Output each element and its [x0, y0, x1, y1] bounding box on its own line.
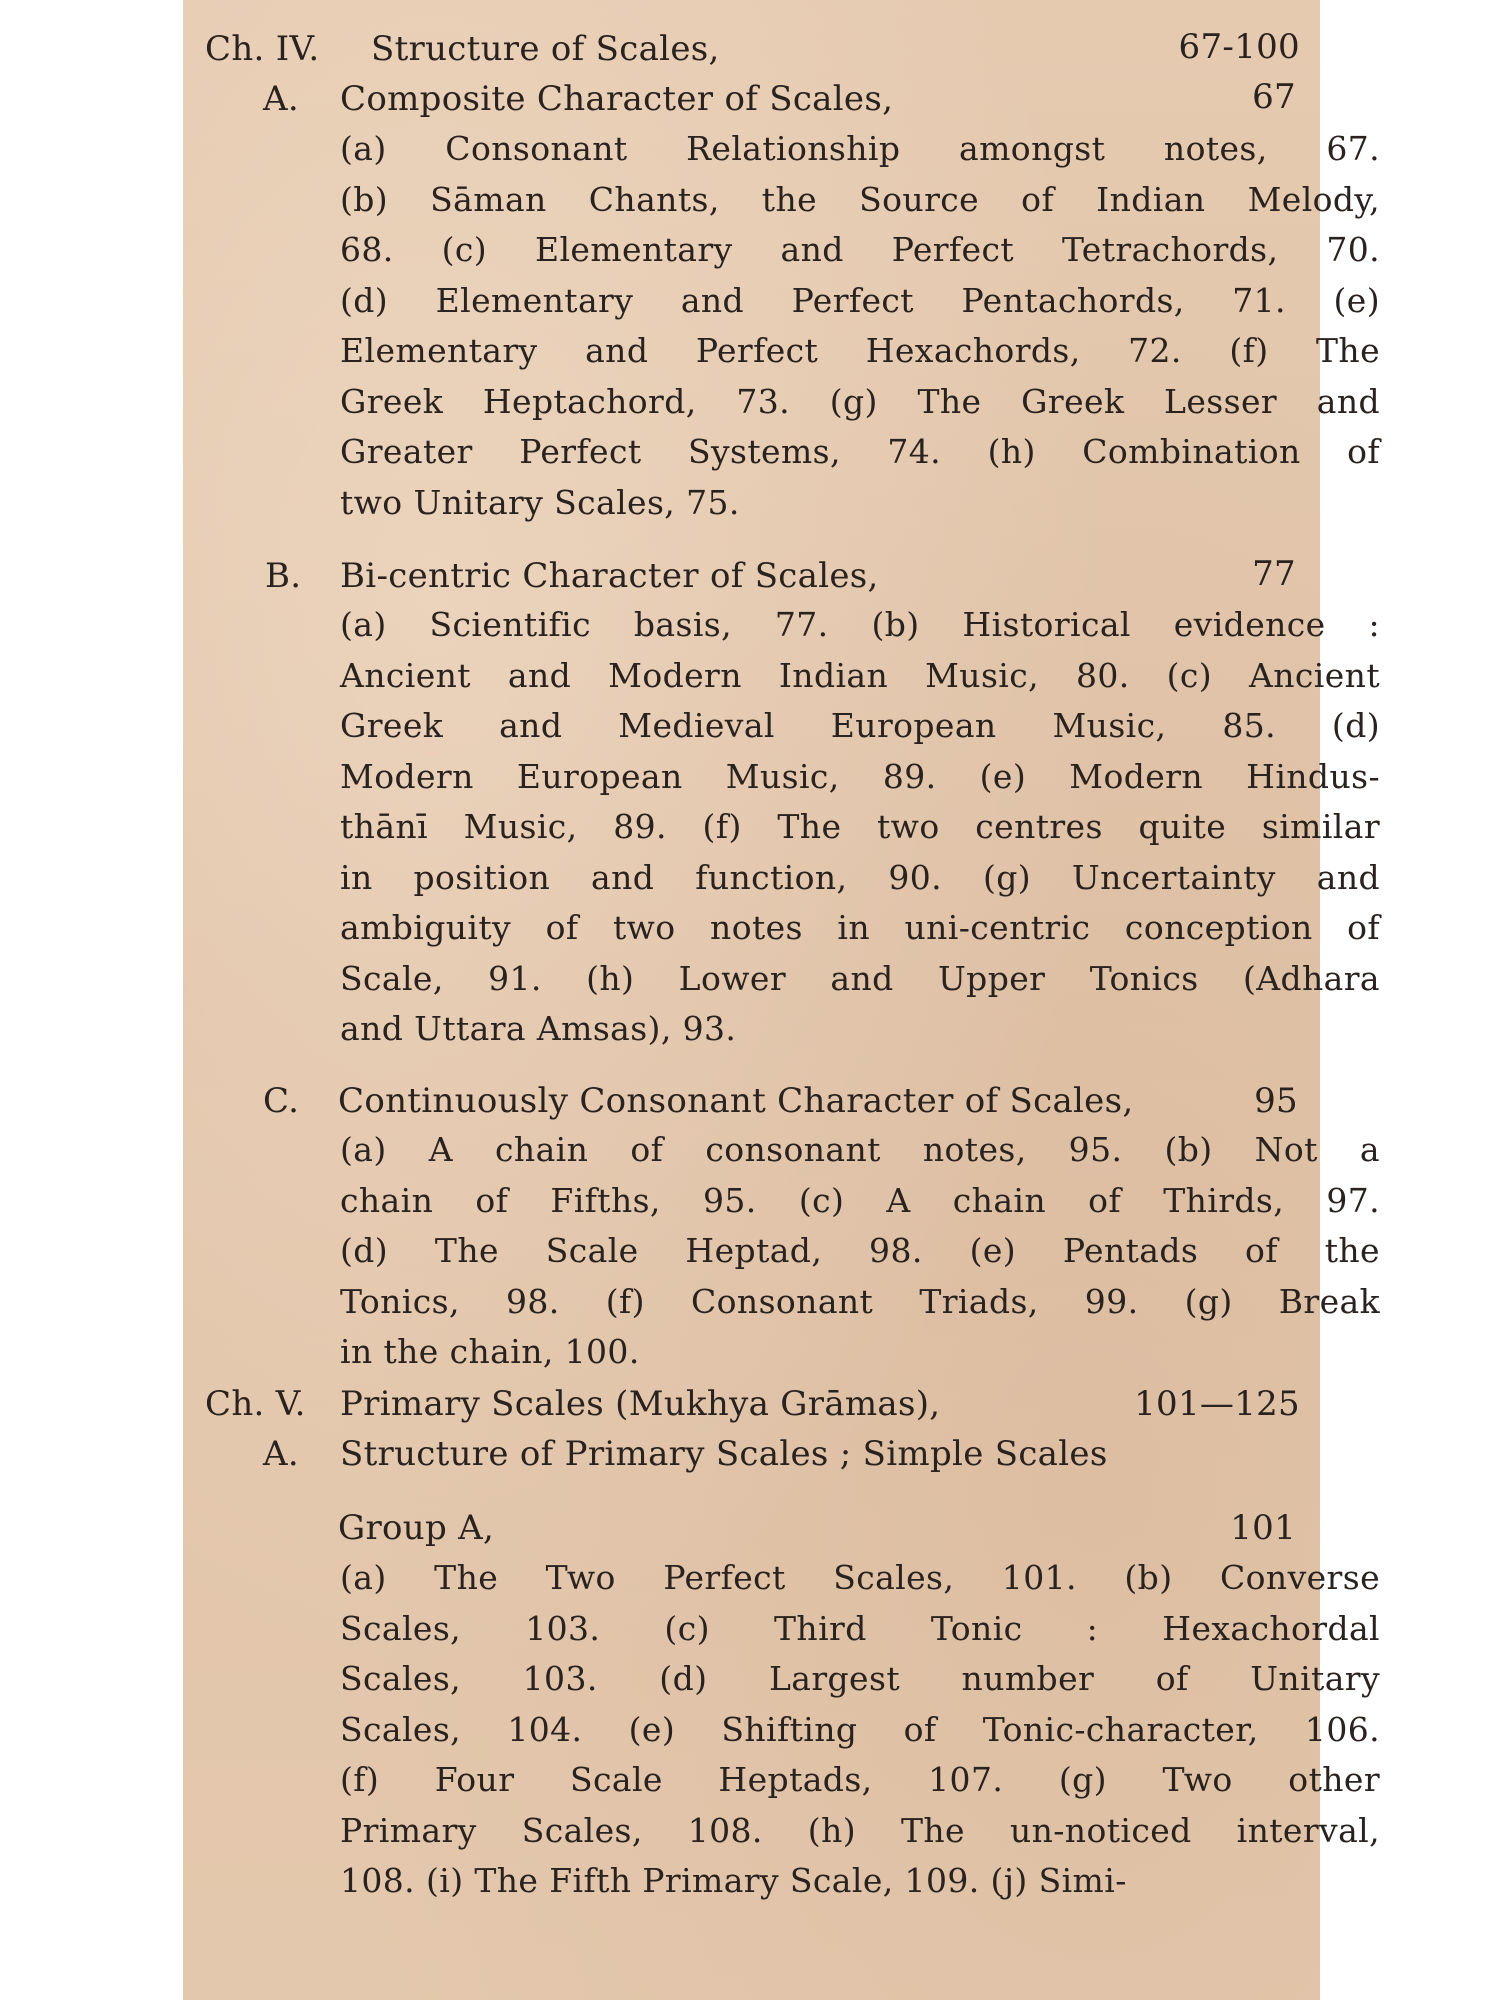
chapter-title: Structure of Scales, [371, 29, 720, 69]
body-line: Tonics, 98. (f) Consonant Triads, 99. (g) Break [340, 1281, 1380, 1321]
body-line: Elementary and Perfect Hexachords, 72. (f) The [340, 331, 1380, 370]
body-line: two Unitary Scales, 75. [340, 482, 740, 522]
body-line: Scales, 104. (e) Shifting of Tonic-character, 106. [340, 1709, 1380, 1749]
body-line: Ancient and Modern Indian Music, 80. (c) Ancient [340, 655, 1380, 695]
body-line: and Uttara Amsas), 93. [340, 1009, 737, 1048]
group-title: Group A, [338, 1508, 495, 1548]
section-letter: C. [263, 1081, 300, 1121]
body-line: (d) Elementary and Perfect Pentachords, 71. (e) [340, 280, 1380, 320]
section-letter: A. [263, 1434, 299, 1474]
group-body [340, 1553, 1380, 1907]
body-line: Greater Perfect Systems, 74. (h) Combination of [340, 432, 1380, 471]
body-line: Modern European Music, 89. (e) Modern Hindus- [340, 756, 1380, 796]
body-line: ambiguity of two notes in uni-centric conception of [340, 908, 1380, 947]
section-body [340, 124, 1380, 528]
body-line: Greek Heptachord, 73. (g) The Greek Lesser and [340, 381, 1380, 421]
body-line: 68. (c) Elementary and Perfect Tetrachords, 70. [340, 230, 1380, 269]
section-title: Bi-centric Character of Scales, [340, 556, 879, 596]
body-line: (b) Sāman Chants, the Source of Indian Melody, [340, 179, 1380, 219]
body-line: (f) Four Scale Heptads, 107. (g) Two other [340, 1760, 1380, 1799]
section-letter: A. [263, 79, 299, 119]
section-title: Composite Character of Scales, [340, 79, 894, 119]
body-line: thānī Music, 89. (f) The two centres quite similar [340, 807, 1380, 846]
body-line: Scales, 103. (d) Largest number of Unitary [340, 1659, 1380, 1698]
body-line: (a) Consonant Relationship amongst notes, 67. [340, 129, 1380, 168]
section-letter: B. [265, 556, 302, 596]
body-line: (d) The Scale Heptad, 98. (e) Pentads of the [340, 1231, 1380, 1270]
body-line: (a) A chain of consonant notes, 95. (b) Not a [340, 1130, 1380, 1169]
body-line: Scale, 91. (h) Lower and Upper Tonics (Adhara [340, 958, 1380, 998]
chapter-label: Ch. V. [205, 1384, 306, 1424]
body-line: in position and function, 90. (g) Uncertainty and [340, 857, 1380, 897]
body-line: 108. (i) The Fifth Primary Scale, 109. (j) Simi- [340, 1861, 1127, 1900]
section-body [340, 600, 1380, 1055]
body-line: (a) Scientific basis, 77. (b) Historical evidence : [340, 605, 1380, 644]
section-body [340, 1125, 1380, 1378]
chapter-page-range: 101—125 [1134, 1384, 1300, 1424]
group-page: 101 [1230, 1508, 1296, 1548]
body-line: chain of Fifths, 95. (c) A chain of Thirds, 97. [340, 1180, 1380, 1220]
body-line: Greek and Medieval European Music, 85. (d) [340, 706, 1380, 745]
chapter-title: Primary Scales (Mukhya Grāmas), [340, 1384, 941, 1424]
chapter-label: Ch. IV. [205, 29, 320, 69]
body-line: Primary Scales, 108. (h) The un-noticed interval, [340, 1810, 1380, 1850]
body-line: in the chain, 100. [340, 1332, 640, 1371]
body-line: (a) The Two Perfect Scales, 101. (b) Converse [340, 1558, 1380, 1597]
section-title: Structure of Primary Scales ; Simple Scales [340, 1434, 1108, 1474]
section-page: 95 [1254, 1081, 1298, 1121]
chapter-page-range: 67-100 [1178, 27, 1300, 67]
body-line: Scales, 103. (c) Third Tonic : Hexachordal [340, 1608, 1380, 1648]
book-page [183, 0, 1380, 2000]
section-page: 67 [1252, 77, 1296, 117]
section-title: Continuously Consonant Character of Scales, [338, 1081, 1134, 1121]
section-page: 77 [1252, 554, 1296, 594]
